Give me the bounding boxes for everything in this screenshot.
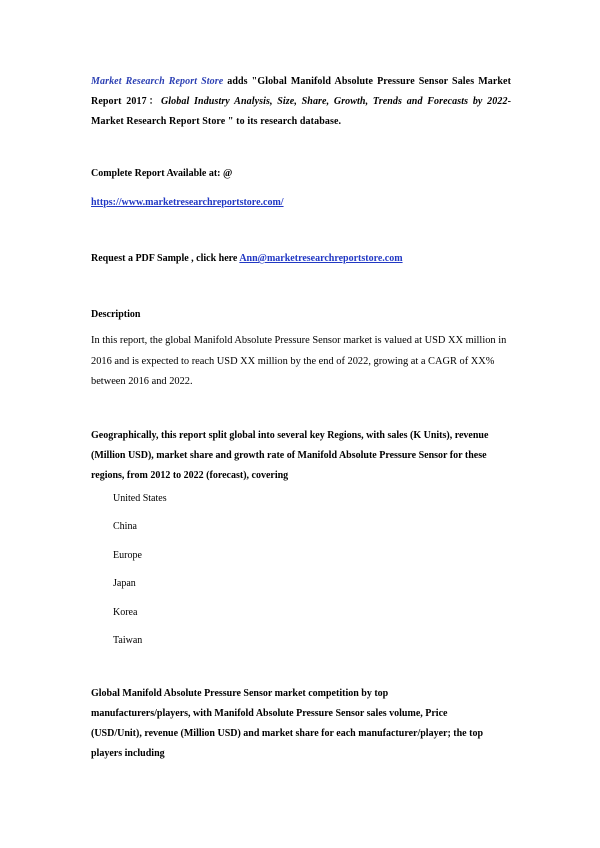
region-item: China [113,521,137,533]
region-item: Taiwan [113,634,143,646]
report-url-link[interactable]: https://www.marketresearchreportstore.com/ [91,197,284,208]
competition-line: (USD/Unit), revenue (Million USD) and market share for each manufacturer/player; the top [91,728,484,739]
email-link[interactable]: Ann@marketresearchreportstore.com [239,253,403,264]
region-item: Japan [113,578,136,590]
intro-tail-text: -Market Research Report Store " to its research database. [91,96,511,127]
region-item: Korea [113,606,138,618]
competition-line: Global Manifold Absolute Pressure Sensor market competition by top [91,688,389,699]
intro-separator: ： [146,96,161,107]
description-heading: Description [91,309,141,320]
brand-name[interactable]: Market Research Report Store [91,76,224,87]
competition-line: manufacturers/players, with Manifold Absolute Pressure Sensor sales volume, Price [91,708,448,719]
region-item: United States [113,493,167,504]
description-text: In this report, the global Manifold Absolute Pressure Sensor market is valued at USD XX million in 2016 and is expected to reach USD XX million by the end of 2022, growing at a CAGR of XX% between 2016 and 2022. [91,335,507,387]
intro-subtitle: Global Industry Analysis, Size, Share, Growth, Trends and Forecasts by 2022 [160,96,508,107]
competition-line: players including [91,748,165,759]
complete-report-label: Complete Report Available at: @ [91,168,233,179]
pdf-request-line [91,249,511,269]
report-url-line [91,193,511,213]
region-list [113,489,167,659]
intro-paragraph [91,72,511,132]
intro-adds-text: adds "Global Manifold Absolute Pressure Sensor Sales Market Report 2017 [91,76,512,107]
competition-paragraph [91,684,531,764]
pdf-request-label: Request a PDF Sample , click here [91,253,240,264]
geography-paragraph: Geographically, this report split global into several key Regions, with sales (K Units), revenue (Million USD), market share and growth rate of Manifold Absolute Pressure Sensor for these regions, from 2012 to 2022 (forecast), covering [91,430,489,481]
region-item: Europe [113,549,142,561]
